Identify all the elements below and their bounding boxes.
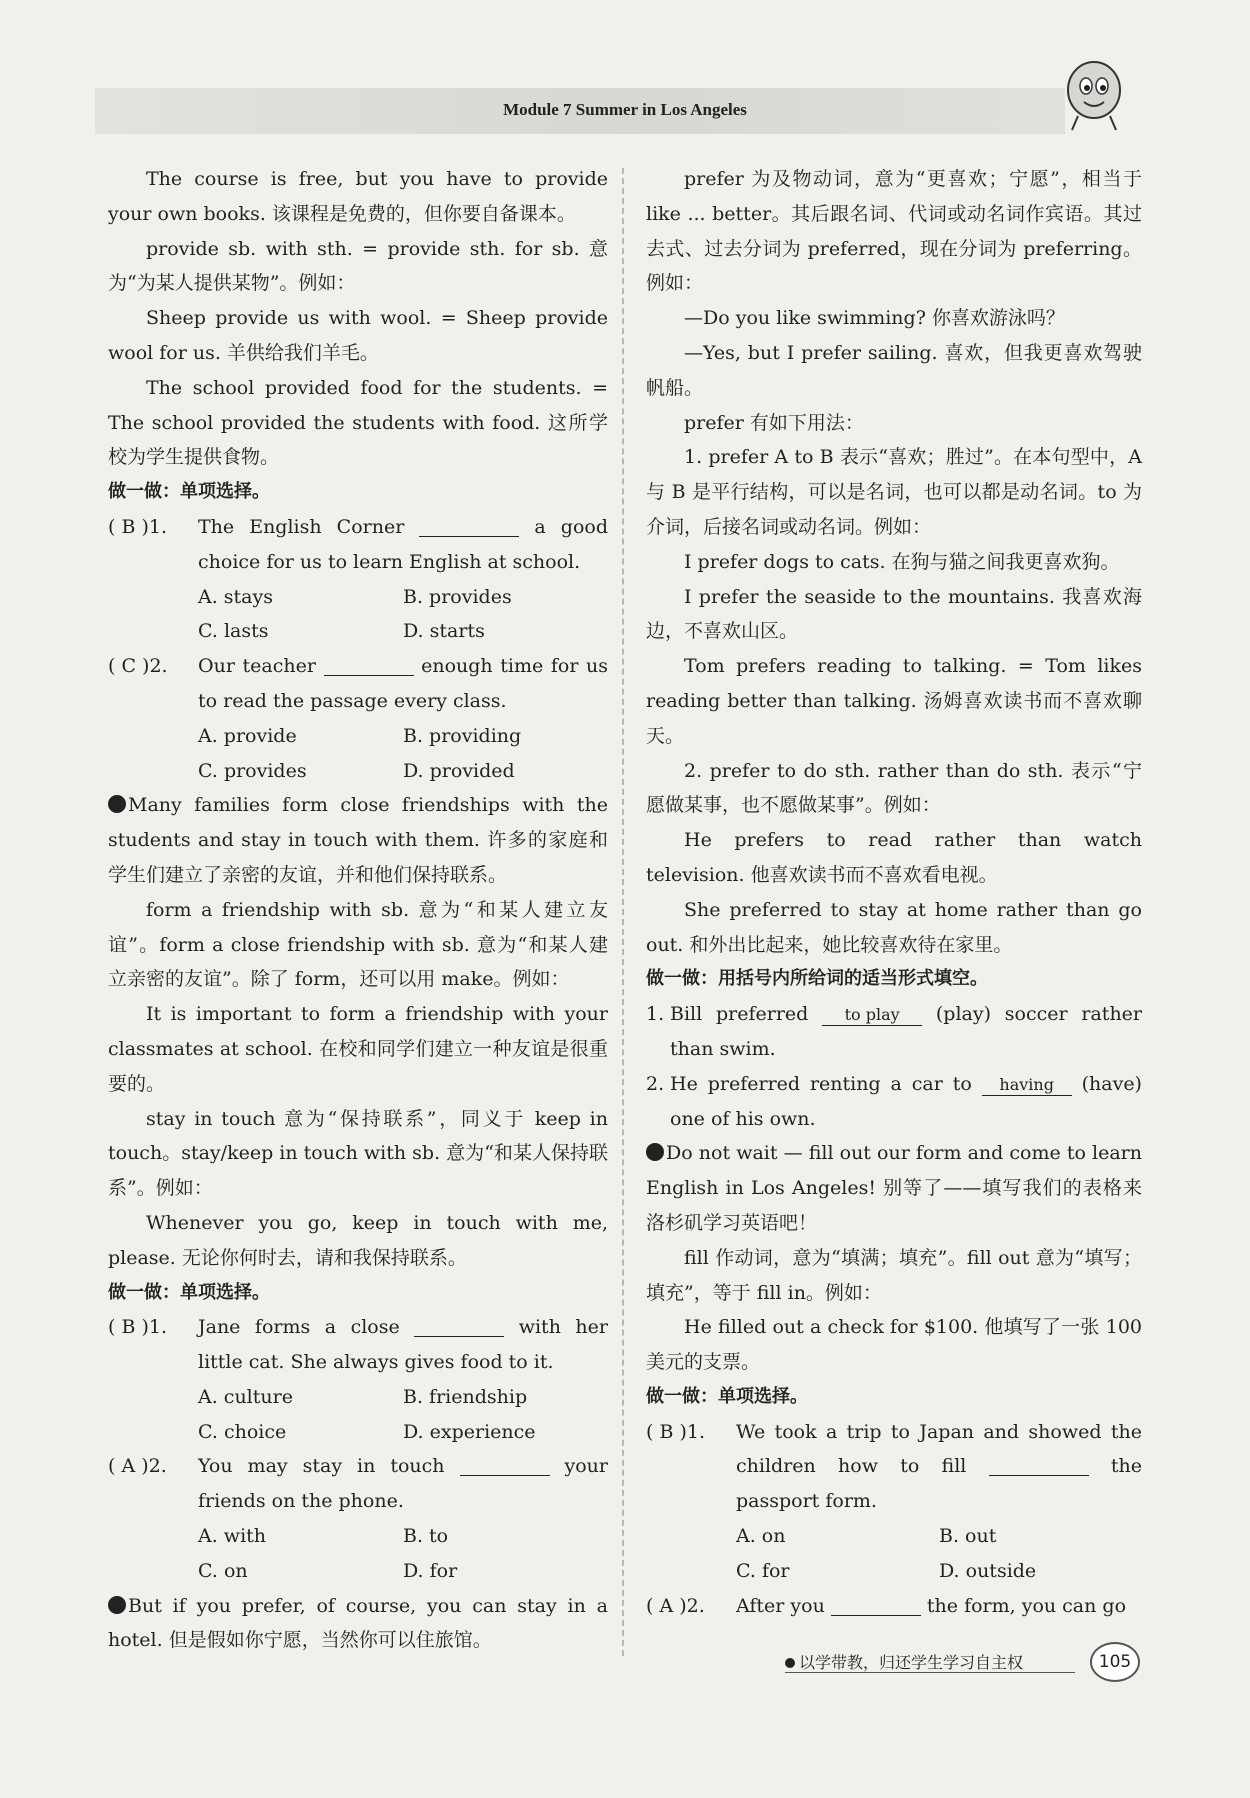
paragraph: provide sb. with sth. = provide sth. for sb. 意为“为某人提供某物”。例如： [108,237,608,295]
page-number: 105 [1090,1642,1140,1682]
exercise-title: 做一做：用括号内所给词的适当形式填空。 [646,968,988,990]
question [108,1310,608,1380]
paragraph: 1. prefer A to B 表示“喜欢；胜过”。在本句型中，A 与 B 是平行结构，可以是名词，也可以都是动名词。to 为介词，后接名词或动名词。例如： [646,446,1142,538]
paragraph: It is important to form a friendship with your classmates at school. 在校和同学们建立一种友谊是很重要的。 [108,1003,608,1095]
question-text: a good choice for us to learn English at school. [198,515,608,573]
module-title: Module 7 Summer in Los Angeles [503,100,747,119]
answer-label: ( B )1. [646,1420,712,1443]
question-text: Bill preferred [670,1003,823,1026]
option: A. stays [198,585,273,608]
question-text: enough time for us to read the passage every class. [198,655,608,712]
options-row [646,1519,1142,1554]
question-text: The English Corner [198,515,420,538]
answer-blank [460,1453,550,1476]
option: D. outside [939,1559,1037,1582]
options-row [108,719,608,754]
question-text: (play) soccer rather than swim. [670,1003,1143,1060]
question-number: 2. [646,1072,665,1095]
question-text: the form, you can go [920,1594,1127,1617]
paragraph: stay in touch 意为“保持联系”，同义于 keep in touch。stay/keep in touch with sb. 意为“和某人保持联系”。例如： [108,1107,608,1200]
options-row [108,1519,608,1554]
question-text: (have) one of his own. [670,1072,1142,1130]
option: D. experience [403,1420,536,1443]
paragraph: 2. prefer to do sth. rather than do sth. 表示“宁愿做某事，也不愿做某事”。例如： [646,759,1142,817]
paragraph: prefer 为及物动词，意为“更喜欢；宁愿”，相当于 like ... better。其后跟名词、代词或动名词作宾语。其过去式、过去分词为 preferred，现在分词为 preferring。例如： [646,168,1142,295]
question-text: the passport form. [736,1455,1142,1513]
option: B. to [403,1525,449,1548]
footer-slogan: 以学带教，归还学生学习自主权 [785,1650,1023,1673]
answer-label: ( B )1. [108,515,174,538]
bullet-icon [108,1596,126,1614]
answer-label: ( A )2. [646,1594,711,1617]
option: A. with [198,1525,267,1548]
answer-blank [419,514,519,537]
options-row [108,580,608,615]
question-text: You may stay in touch [198,1455,460,1478]
option: B. out [939,1525,997,1548]
option: D. provided [403,759,515,782]
option: D. for [403,1559,458,1582]
options-row [108,1415,608,1450]
option: B. providing [403,724,522,747]
option: C. on [198,1559,248,1582]
paragraph: The school provided food for the students. = The school provided the students with food. 这所学校为学生提供食物。 [108,376,608,469]
key-sentence: But if you prefer, of course, you can stay in a hotel. 但是假如你宁愿，当然你可以住旅馆。 [108,1594,608,1652]
question-text: with her little cat. She always gives food to it. [198,1316,608,1374]
answer-label: ( B )1. [108,1316,174,1339]
paragraph: I prefer dogs to cats. 在狗与猫之间我更喜欢狗。 [684,550,1120,573]
options-row [108,1380,608,1415]
option: C. for [736,1559,790,1582]
paragraph: He filled out a check for $100. 他填写了一张 100 美元的支票。 [646,1316,1142,1374]
question-text: After you [736,1594,831,1617]
answer-label: ( A )2. [108,1455,173,1478]
options-row [108,614,608,649]
answer-blank [324,653,414,676]
paragraph: fill 作动词，意为“填满；填充”。fill out 意为“填写；填充”，等于 fill in。例如： [646,1246,1142,1304]
paragraph: He prefers to read rather than watch television. 他喜欢读书而不喜欢看电视。 [646,829,1142,886]
paragraph: Sheep provide us with wool. = Sheep provide wool for us. 羊供给我们羊毛。 [108,307,608,364]
question-number: 1. [646,1003,665,1026]
bullet-icon [646,1143,664,1161]
footer-rule [785,1672,1075,1673]
answer-blank [831,1593,921,1616]
fill-question [646,997,1142,1067]
answer-blank [414,1314,504,1337]
options-row [108,1554,608,1589]
option: D. starts [403,620,485,643]
exercise-title: 做一做：单项选择。 [108,1281,270,1303]
question-text: Our teacher [198,655,324,678]
options-row [108,754,608,789]
paragraph: She preferred to stay at home rather than go out. 和外出比起来，她比较喜欢待在家里。 [646,898,1142,956]
answer-blank [989,1453,1089,1476]
paragraph: prefer 有如下用法： [684,411,864,434]
option: B. provides [403,585,512,608]
key-sentence: Do not wait — fill out our form and come to learn English in Los Angeles! 别等了——填写我们的表格来洛杉矶学习英语吧！ [646,1142,1142,1234]
option: C. lasts [198,620,269,643]
paragraph: I prefer the seaside to the mountains. 我喜欢海边，不喜欢山区。 [646,585,1142,643]
paragraph: The course is free, but you have to provide your own books. 该课程是免费的，但你要自备课本。 [108,168,608,225]
paragraph: Tom prefers reading to talking. = Tom likes reading better than talking. 汤姆喜欢读书而不喜欢聊天。 [646,655,1142,747]
option: C. provides [198,759,307,782]
paragraph: —Do you like swimming? 你喜欢游泳吗？ [684,307,1065,330]
question-text: your friends on the phone. [198,1455,608,1513]
key-sentence: Many families form close friendships with the students and stay in touch with them. 许多的家庭和学生们建立了亲密的友谊，并和他们保持联系。 [108,794,608,886]
filled-answer: to play [822,1005,922,1026]
column-divider [622,168,624,1656]
exercise-title: 做一做：单项选择。 [646,1385,808,1407]
option: B. friendship [403,1385,528,1408]
bullet-icon [108,795,126,813]
paragraph: Whenever you go, keep in touch with me, please. 无论你何时去，请和我保持联系。 [108,1211,608,1269]
option: A. on [736,1525,786,1548]
question [108,510,608,580]
question-text: Jane forms a close [198,1316,415,1339]
question [646,1415,1142,1519]
mascot-icon [1058,56,1130,136]
exercise-title: 做一做：单项选择。 [108,481,270,503]
left-column [108,162,608,1658]
answer-label: ( C )2. [108,655,174,678]
option: C. choice [198,1420,287,1443]
option: A. culture [198,1385,293,1408]
question [108,1449,608,1519]
paragraph: form a friendship with sb. 意为“和某人建立友谊”。form a close friendship with sb. 意为“和某人建立亲密的友谊”。除了 form，还可以用 make。例如： [108,898,608,991]
bullet-icon [785,1658,795,1668]
option: A. provide [198,724,297,747]
right-column [646,162,1142,1623]
filled-answer: having [982,1075,1072,1096]
options-row [646,1554,1142,1589]
fill-question [646,1067,1142,1137]
question [108,649,608,719]
paragraph: —Yes, but I prefer sailing. 喜欢，但我更喜欢驾驶帆船。 [646,341,1142,399]
question-text: We took a trip to Japan and showed the children how to fill [736,1420,1142,1478]
question [646,1589,1142,1624]
question-text: He preferred renting a car to [670,1072,982,1095]
